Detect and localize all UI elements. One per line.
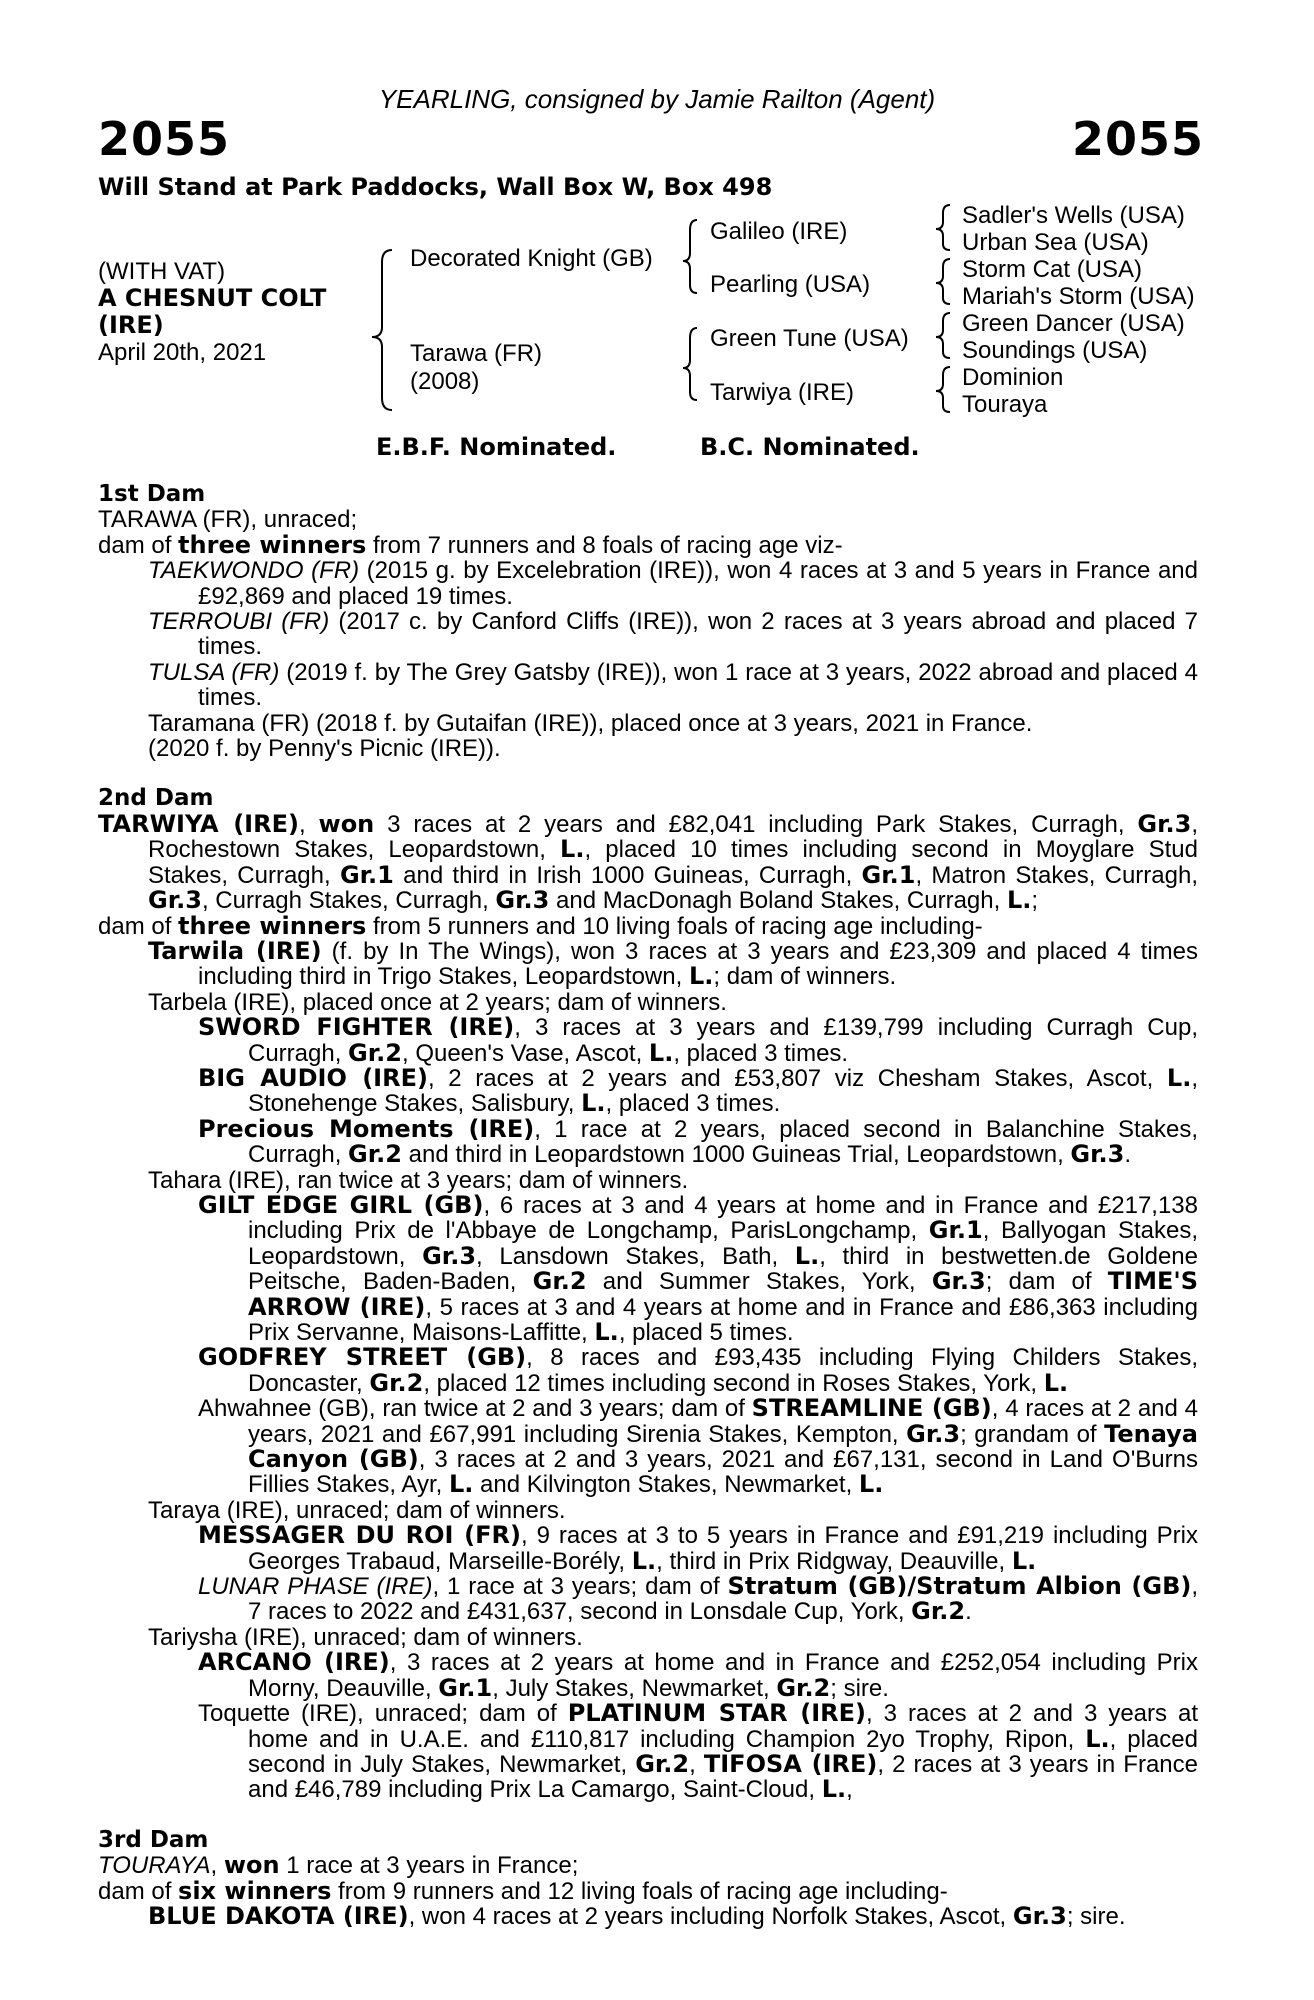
catalogue-body [98,482,1198,1929]
pedigree-ddd: Touraya [962,391,1048,418]
progeny-lunar-phase: LUNAR PHASE (IRE), 1 race at 3 years; dam of Stratum (GB)/Stratum Albion (GB), 7 races to 2022 and £431,637, second in Lonsdale Cup, York, Gr.2. [198,1572,1199,1626]
progeny-arcano: ARCANO (IRE), 3 races at 2 years at home and in France and £252,054 including Prix Morny, Deauville, Gr.1, July Stakes, Newmarket, Gr.2; sire. [198,1648,1199,1702]
pedigree-brace-gen1 [372,250,392,410]
first-dam-heading: 1st Dam [98,481,206,507]
progeny-taraya: Taraya (IRE), unraced; dam of winners. [148,1496,566,1524]
pedigree-brace-dam [683,328,697,400]
progeny-toquette: Toquette (IRE), unraced; dam of PLATINUM STAR (IRE), 3 races at 2 and 3 years at home and in U.A.E. and £110,817 including Champion 2yo Trophy, Ripon, L., placed second in July Stakes, Newmarket, Gr.2, TIFOSA (IRE), 2 races at 3 years in France and £46,789 including Prix La Camargo, Saint-Cloud, L., [198,1699,1198,1804]
progeny-godfrey-street: GODFREY STREET (GB), 8 races and £93,435 including Flying Childers Stakes, Doncaster, Gr.2, placed 12 times including second in Roses Stakes, York, L. [198,1343,1198,1397]
pedigree-sdd: Mariah's Storm (USA) [962,283,1195,310]
consignment-line: YEARLING, consigned by Jamie Railton (Agent) [378,84,936,114]
progeny-gilt-edge-girl: GILT EDGE GIRL (GB), 6 races at 3 and 4 years at home and in France and £217,138 including Prix de l'Abbaye de Longchamp, ParisLongchamp, Gr.1, Ballyogan Stakes, Leopardstown, Gr.3, Lansdown Stakes, Bath, L., third in bestwetten.de Goldene Peitsche, Baden-Baden, Gr.2 and Summer Stakes, York, Gr.3; dam of TIME'S ARROW (IRE), 5 races at 3 and 4 years at home and in France and £86,363 including Prix Servanne, Maisons-Laffitte, L., placed 5 times. [198,1190,1199,1346]
pedigree-sss: Sadler's Wells (USA) [962,202,1185,229]
third-dam-record: TOURAYA, won 1 race at 3 years in France; [98,1851,579,1880]
progeny-precious-moments: Precious Moments (IRE), 1 race at 2 years, placed second in Balanchine Stakes, Curragh, Gr.2 and third in Leopardstown 1000 Guineas Trial, Leopardstown, Gr.3. [198,1114,1199,1169]
first-dam-name: TARAWA (FR), unraced; [98,506,358,534]
pedigree-dam-dam: Tarwiya (IRE) [710,379,855,406]
ebf-nomination: E.B.F. Nominated. [376,433,617,461]
third-dam-heading: 3rd Dam [98,1826,209,1853]
progeny-taekwondo: TAEKWONDO (FR) (2015 g. by Excelebration (IRE)), won 4 races at 3 and 5 years in France and £92,869 and placed 19 times. [148,557,1198,610]
pedigree-sire: Decorated Knight (GB) [410,245,653,272]
second-dam-heading: 2nd Dam [98,785,214,812]
second-dam-summary: dam of three winners from 5 runners and 10 living foals of racing age including- [98,911,983,940]
pedigree-brace-sire [683,220,697,293]
progeny-tahara: Tahara (IRE), ran twice at 3 years; dam of winners. [148,1166,689,1194]
progeny-sword-fighter: SWORD FIGHTER (IRE), 3 races at 3 years and £139,799 including Curragh Cup, Curragh, Gr.2, Queen's Vase, Ascot, L., placed 3 times. [198,1013,1199,1067]
progeny-terroubi: TERROUBI (FR) (2017 c. by Canford Cliffs (IRE)), won 2 races at 3 years abroad and placed 7 times. [148,608,1198,661]
progeny-2020-filly: (2020 f. by Penny's Picnic (IRE)). [148,735,501,763]
pedigree-brace-dd [936,367,950,412]
vat-note: (WITH VAT) [98,258,226,285]
pedigree-sds: Storm Cat (USA) [962,256,1143,283]
progeny-tariysha: Tariysha (IRE), unraced; dam of winners. [148,1623,583,1651]
third-dam-summary: dam of six winners from 9 runners and 12 living foals of racing age including- [98,1876,948,1905]
progeny-tarbela: Tarbela (IRE), placed once at 2 years; dam of winners. [148,988,727,1016]
bc-nomination: B.C. Nominated. [700,433,920,461]
pedigree-brace-ss [936,205,950,250]
progeny-blue-dakota: BLUE DAKOTA (IRE), won 4 races at 2 years including Norfolk Stakes, Ascot, Gr.3; sire. [148,1901,1126,1930]
lot-number-left: 2055 [98,112,231,166]
pedigree-sire-sire: Galileo (IRE) [710,218,848,245]
pedigree-brace-ds [936,313,950,358]
progeny-ahwahnee: Ahwahnee (GB), ran twice at 2 and 3 years; dam of STREAMLINE (GB), 4 races at 2 and 4 years, 2021 and £67,991 including Sirenia Stakes, Kempton, Gr.3; grandam of Tenaya Canyon (GB), 3 races at 2 and 3 years, 2021 and £67,131, second in Land O'Burns Fillies Stakes, Ayr, L. and Kilvington Stakes, Newmarket, L. [198,1394,1199,1499]
pedigree-dam-year: (2008) [410,368,480,395]
horse-dob: April 20th, 2021 [98,339,267,366]
lot-number-right: 2055 [1071,112,1204,166]
progeny-tulsa: TULSA (FR) (2019 f. by The Grey Gatsby (IRE)), won 1 race at 3 years, 2022 abroad and placed 4 times. [148,658,1199,712]
progeny-messager-du-roi: MESSAGER DU ROI (FR), 9 races at 3 to 5 years in France and £91,219 including Prix Georges Trabaud, Marseille-Borély, L., third in Prix Ridgway, Deauville, L. [198,1521,1198,1575]
progeny-big-audio: BIG AUDIO (IRE), 2 races at 2 years and £53,807 viz Chesham Stakes, Ascot, L., Stonehenge Stakes, Salisbury, L., placed 3 times. [198,1063,1198,1118]
first-dam-summary: dam of three winners from 7 runners and 8 foals of racing age viz- [98,530,843,559]
pedigree-sire-dam: Pearling (USA) [710,271,871,298]
pedigree-dsd: Soundings (USA) [962,337,1148,364]
horse-title-country: (IRE) [98,311,164,339]
location-line: Will Stand at Park Paddocks, Wall Box W, Box 498 [98,173,773,201]
progeny-taramana: Taramana (FR) (2018 f. by Gutaifan (IRE)), placed once at 3 years, 2021 in France. [148,709,1033,737]
progeny-tarwila: Tarwila (IRE) (f. by In The Wings), won 3 races at 3 years and £23,309 and placed 4 times including third in Trigo Stakes, Leopardstown, L.; dam of winners. [148,936,1198,991]
pedigree-ssd: Urban Sea (USA) [962,229,1149,256]
second-dam-record: TARWIYA (IRE), won 3 races at 2 years and £82,041 including Park Stakes, Curragh, Gr.3, Rochestown Stakes, Leopardstown, L., placed 10 times including second in Moyglare Stud Stakes, Curragh, Gr.1 and third in Irish 1000 Guineas, Curragh, Gr.1, Matron Stakes, Curragh, Gr.3, Curragh Stakes, Curragh, Gr.3 and MacDonagh Boland Stakes, Curragh, L.; [98,809,1199,915]
pedigree-brace-sd [936,259,950,304]
horse-title: A CHESNUT COLT [98,284,327,312]
pedigree-dss: Green Dancer (USA) [962,310,1185,337]
pedigree-dds: Dominion [962,364,1064,391]
pedigree-dam-sire: Green Tune (USA) [710,325,909,352]
pedigree-dam: Tarawa (FR) [410,340,543,367]
